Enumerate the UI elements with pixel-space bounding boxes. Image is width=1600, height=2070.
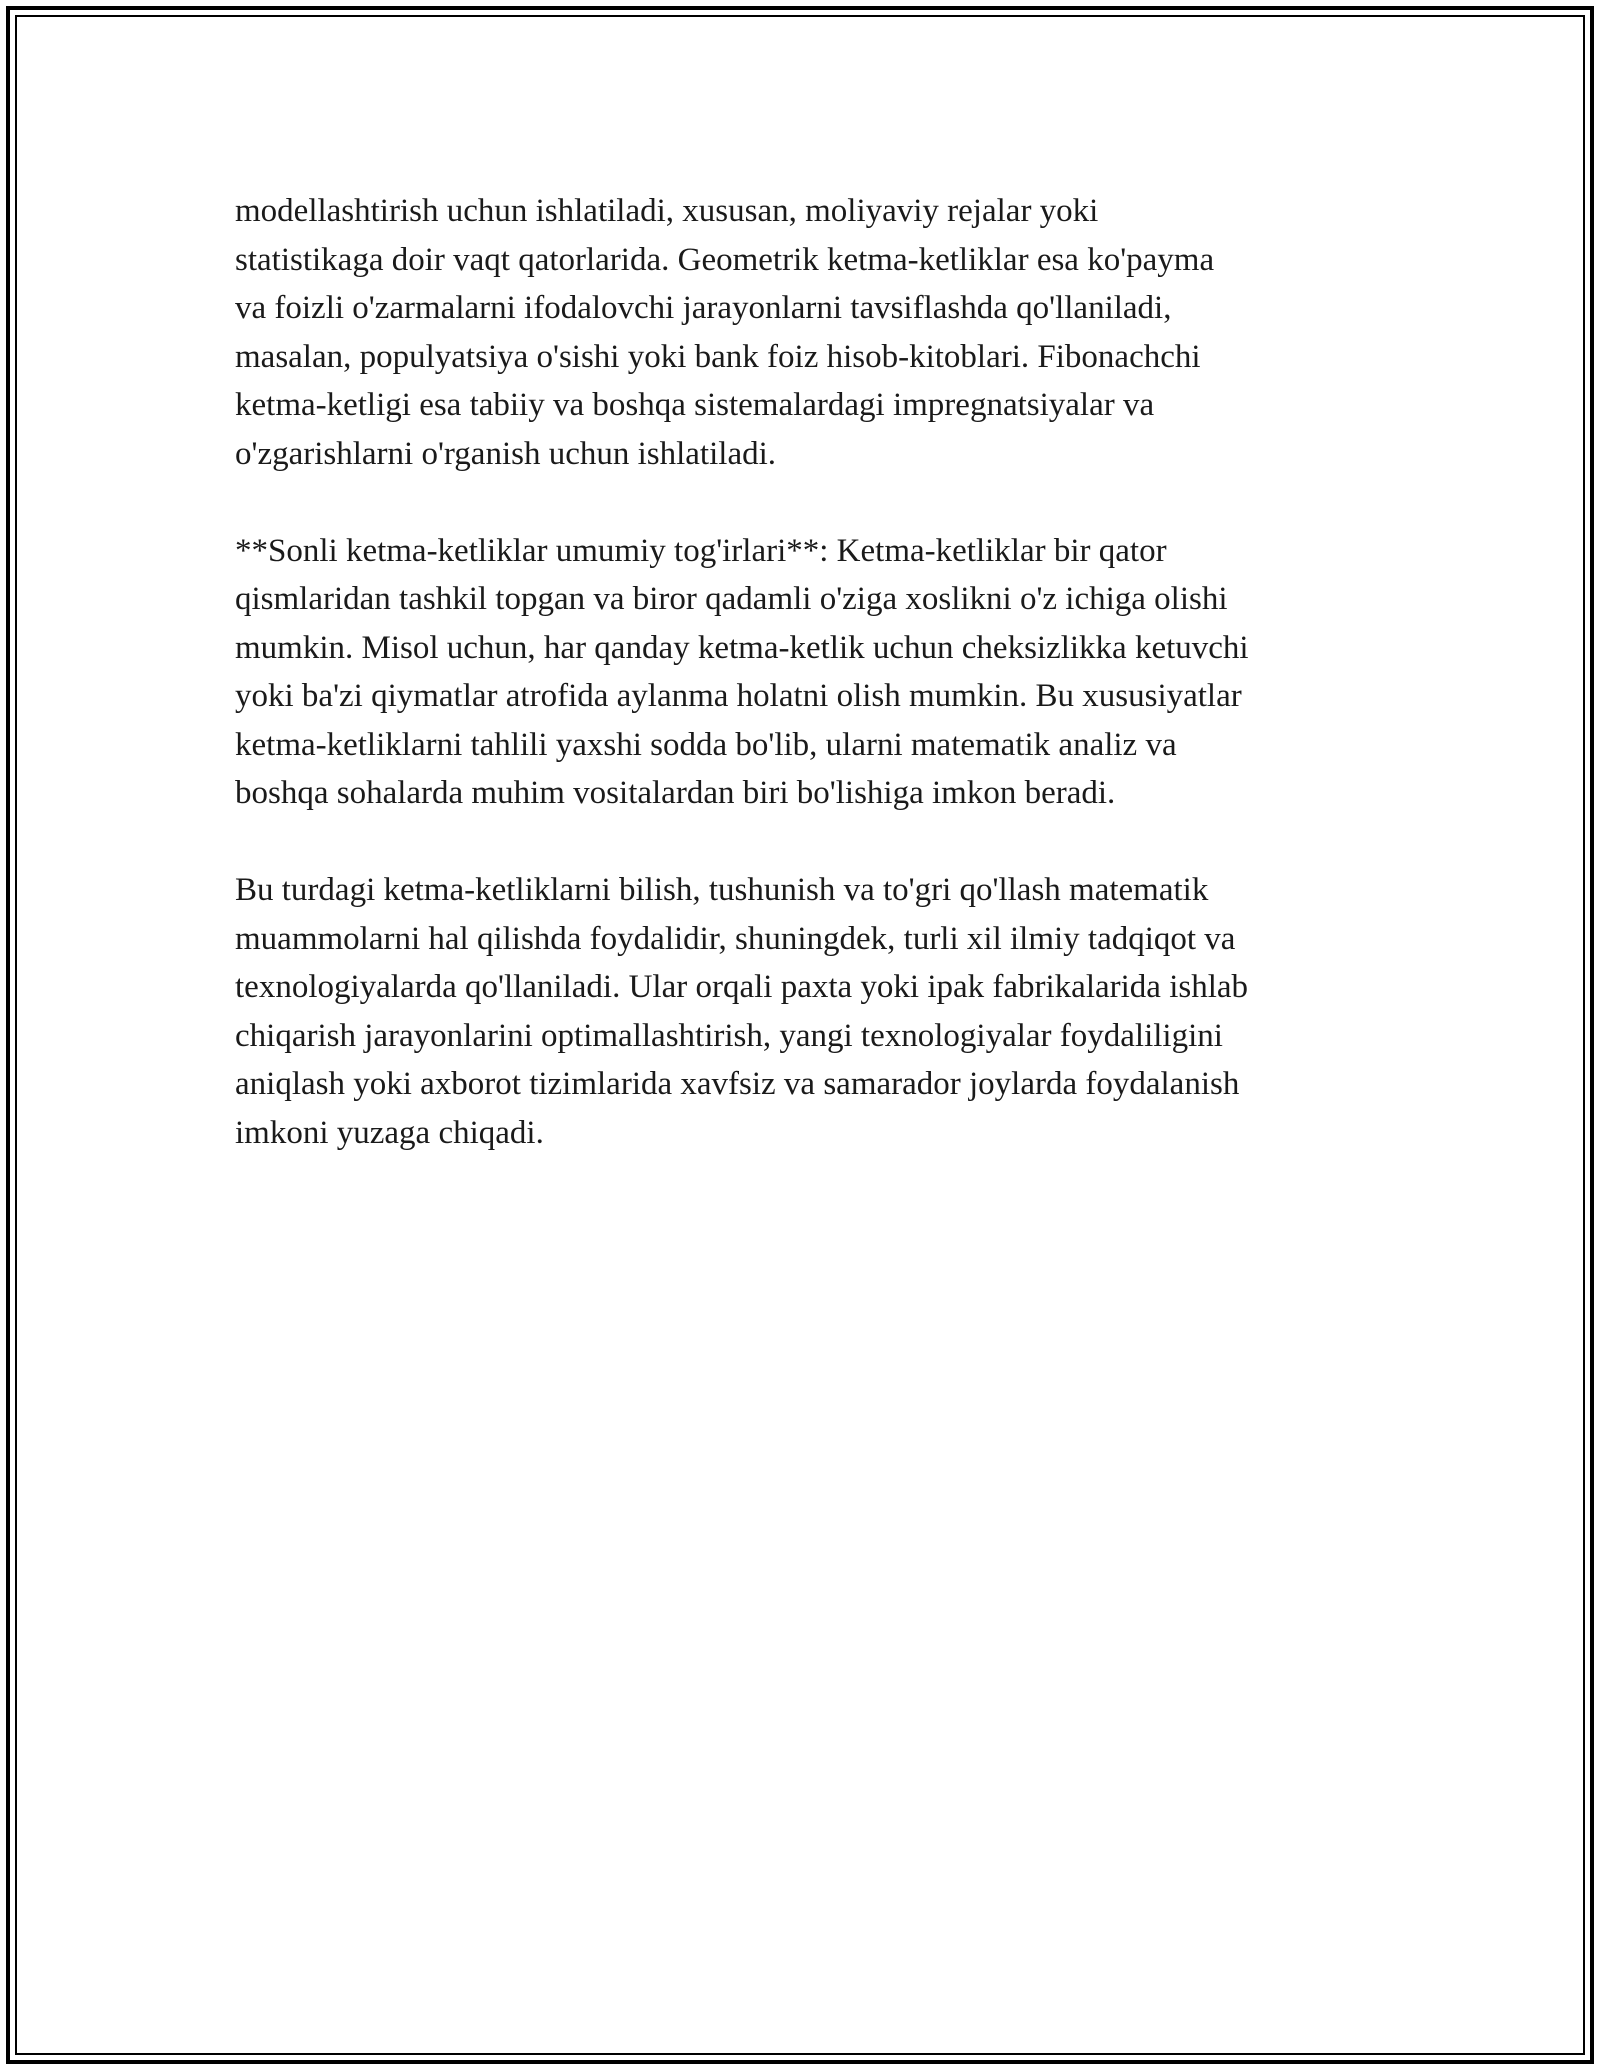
text-line: Bu turdagi ketma-ketliklarni bilish, tushunish va to'gri qo'llash matematik [235,872,1209,908]
text-line: mumkin. Misol uchun, har qanday ketma-ketlik uchun cheksizlikka ketuvchi [235,629,1249,666]
text-line: muammolarni hal qilishda foydalidir, shuningdek, turli xil ilmiy tadqiqot va [235,920,1236,957]
text-line: ketma-ketliklarni tahlili yaxshi sodda bo'lib, ularni matematik analiz va [235,726,1177,763]
text-line: chiqarish jarayonlarini optimallashtirish, yangi texnologiyalar foydaliligini [235,1017,1223,1054]
text-line: **Sonli ketma-ketliklar umumiy tog'irlari**: Ketma-ketliklar bir qator [235,532,1167,569]
document-body [235,187,1365,1206]
text-line: boshqa sohalarda muhim vositalardan biri bo'lishiga imkon beradi. [235,775,1116,811]
text-line: masalan, populyatsiya o'sishi yoki bank foiz hisob-kitoblari. Fibonachchi [235,338,1201,375]
text-line: statistikaga doir vaqt qatorlarida. Geometrik ketma-ketliklar esa ko'payma [235,241,1215,278]
text-line: texnologiyalarda qo'llaniladi. Ular orqali paxta yoki ipak fabrikalarida ishlab [235,969,1249,1005]
paragraph-sequence-applications [235,187,1365,478]
text-line: yoki ba'zi qiymatlar atrofida aylanma holatni olish mumkin. Bu xususiyatlar [235,678,1242,714]
text-line: va foizli o'zarmalarni ifodalovchi jarayonlarni tavsiflashda qo'llaniladi, [235,290,1172,326]
text-line: modellashtirish uchun ishlatiladi, xususan, moliyaviy rejalar yoki [235,193,1099,229]
text-line: aniqlash yoki axborot tizimlarida xavfsiz va samarador joylarda foydalanish [235,1066,1240,1102]
text-line: o'zgarishlarni o'rganish uchun ishlatiladi. [235,435,777,472]
text-line: qismlaridan tashkil topgan va biror qadamli o'ziga xoslikni o'z ichiga olishi [235,581,1228,617]
paragraph-sequence-usage [235,866,1365,1157]
paragraph-sequence-properties [235,527,1365,818]
text-line: imkoni yuzaga chiqadi. [235,1114,544,1151]
text-line: ketma-ketligi esa tabiiy va boshqa sistemalardagi impregnatsiyalar va [235,387,1155,423]
